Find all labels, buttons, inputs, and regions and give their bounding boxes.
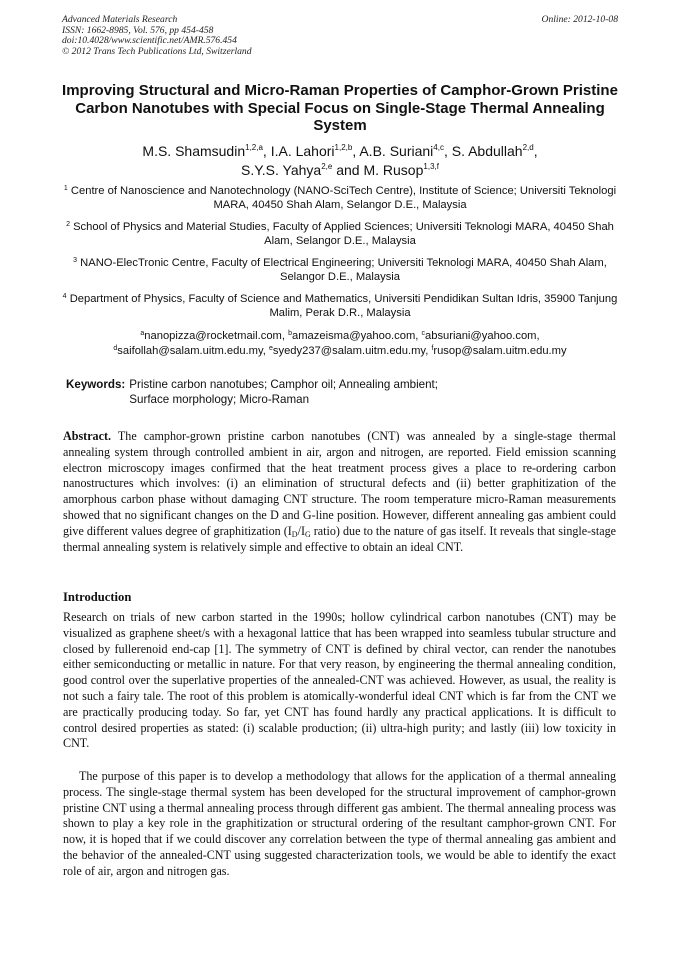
affiliation-4: $^4$ Department of Physics, Faculty of Science and Mathematics, Universiti Pendidikan Sultan Idris, 35900 Tanjung Malim, Perak D.R., Malaysia — [62, 293, 618, 319]
online-date: Online: 2012-10-08 — [541, 14, 618, 25]
author: S.Y.S. Yahya$^{2,e}$ — [241, 162, 333, 178]
journal-name: Advanced Materials Research — [62, 14, 178, 25]
email-list: $^a$nanopizza@rocketmail.com, $^b$amazeisma@yahoo.com, $^c$absuriani@yahoo.com, $^d$saifollah@salam.uitm.edu.my, $^e$syedy237@salam.uitm.edu.my, $^f$rusop@salam.uitm.edu.my — [113, 330, 567, 357]
doi-line: doi:10.4028/www.scientific.net/AMR.576.454 — [62, 35, 237, 47]
keywords-section — [66, 378, 616, 407]
copyright-line: © 2012 Trans Tech Publications Ltd, Switzerland — [62, 45, 252, 57]
author: I.A. Lahori$^{1,2,b}$ — [270, 143, 353, 159]
email: $^e$syedy237@salam.uitm.edu.my — [268, 345, 426, 357]
email: $^f$rusop@salam.uitm.edu.my — [431, 345, 567, 357]
abstract: Abstract. The camphor-grown pristine carbon nanotubes (CNT) was annealed by a single-stage thermal annealing system through controlled ambient in air, argon and nitrogen, are reported. Field emission scanning electron microscopy images confirmed that the heat treatment process gives a place to re-ordering carbon nanostructures which involves: (i) an elimination of structural defects and (ii) better graphitization of the amorphous carbon phase without damaging CNT structure. The room temperature micro-Raman measurements showed that no significant changes on the D and G-line position. However, different annealing gas ambient could give different values degree of graphitization ($I_D/I_G$ ratio) due to the nature of gas itself. It reveals that single-stage thermal annealing system is relatively simple and effective to obtain an ideal CNT. — [63, 429, 617, 554]
author: S. Abdullah$^{2,d}$ — [451, 143, 534, 159]
introduction-paragraph: Research on trials of new carbon started in the 1990s; hollow cylindrical carbon nanotubes (CNT) may be visualized as graphene sheet/s with a hexagonal lattice that has been wrapped into seamless tubular structure and closed by fullerenoid end-cap [1]. The symmetry of CNT is defined by chiral vector, can render the nanotubes either semiconducting or metallic in nature. For that very reason, by engineering the thermal annealing condition, good control over the superlative properties of the annealed-CNT was achieved. However, as usual, the reality is not such a fairy tale. The root of this problem is atomically-wonderful ideal CNT which is far from the CNT we are practically producing today. So far, yet CNT has found hardly any practical applications. It is difficult to control desired properties as stated: (i) scalable production; (ii) ultra-high purity; and lastly (iii) low toxicity in CNT. — [63, 610, 616, 751]
journal-header — [62, 15, 618, 57]
keywords-text: Pristine carbon nanotubes; Camphor oil; Annealing ambient; Surface morphology; Micro-Raman — [129, 378, 438, 406]
author-list: M.S. Shamsudin$^{1,2,a}$, I.A. Lahori$^{1,2,b}$, A.B. Suriani$^{4,c}$, S. Abdullah$^{2,d}$, S.Y.S. Yahya$^{2,e}$ and M. Rusop$^{1,3,f}$ — [142, 143, 538, 178]
email: $^c$absuriani@yahoo.com — [421, 330, 537, 342]
author: A.B. Suriani$^{4,c}$ — [359, 143, 444, 159]
affiliation-1: $^1$ Centre of Nanoscience and Nanotechnology (NANO-SciTech Centre), Institute of Science; Universiti Teknologi MARA, 40450 Shah Alam, Selangor D.E., Malaysia — [63, 185, 617, 211]
abstract-label: Abstract. — [63, 429, 112, 443]
affiliation-3: $^3$ NANO-ElecTronic Centre, Faculty of Electrical Engineering; Universiti Teknologi MARA, 40450 Shah Alam, Selangor D.E., Malaysia — [73, 257, 607, 283]
introduction-heading: Introduction — [63, 590, 132, 604]
introduction-paragraph: The purpose of this paper is to develop a methodology that allows for the application of a thermal annealing process. The single-stage thermal system has been developed for the structural improvement of camphor-grown pristine CNT using a thermal annealing process through different gas ambient. The thermal annealing process was shown to play a key role in the graphitization or structural ordering of the resultant camphor-grown CNT. For now, it is hoped that if we could discover any correlation between the type of thermal annealing gas ambient and the behavior of the annealed-CNT using suggested characterization tools, we would be able to identify the exact role of air, argon and nitrogen gas. — [63, 769, 616, 878]
issn-line: ISSN: 1662-8985, Vol. 576, pp 454-458 — [62, 24, 214, 36]
author: M. Rusop$^{1,3,f}$ — [363, 162, 439, 178]
email: $^d$saifollah@salam.uitm.edu.my — [113, 345, 263, 357]
paper-title: Improving Structural and Micro-Raman Properties of Camphor-Grown Pristine Carbon Nanotubes with Special Focus on Single-Stage Thermal Annealing System — [62, 82, 618, 135]
email: $^b$amazeisma@yahoo.com — [288, 330, 416, 342]
email: $^a$nanopizza@rocketmail.com — [140, 330, 282, 342]
keywords-label: Keywords: — [66, 378, 126, 391]
affiliation-2: $^2$ School of Physics and Material Studies, Faculty of Applied Sciences; Universiti Teknologi MARA, 40450 Shah Alam, Selangor D.E., Malaysia — [66, 221, 614, 247]
author: M.S. Shamsudin$^{1,2,a}$ — [142, 143, 263, 159]
